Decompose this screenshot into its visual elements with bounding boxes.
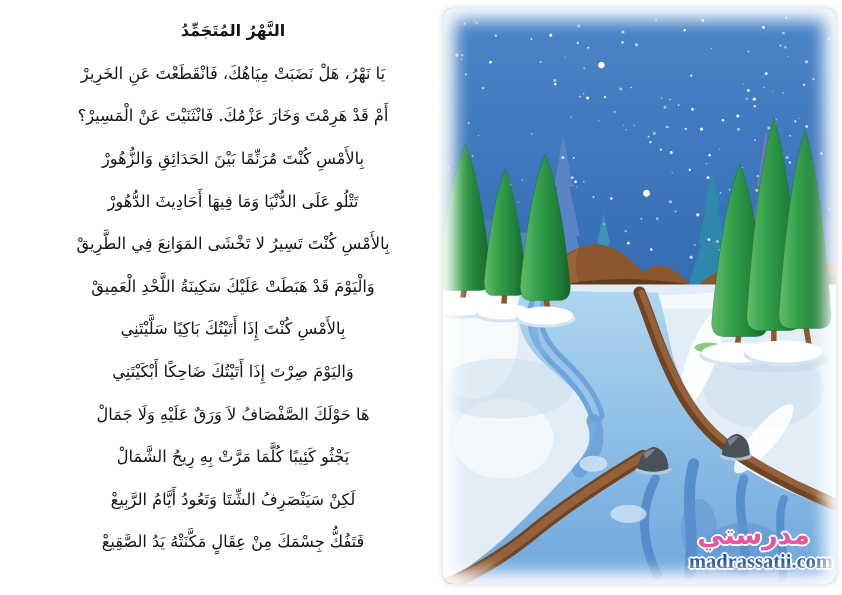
poem-line: تَتْلُو عَلَى الدُّنْيَا وَمَا فِيهَا أَحَادِيثَ الدُّهُورْ [107, 191, 359, 211]
scene-svg [443, 8, 836, 584]
poem-line: أَمْ قَدْ هَرِمْتَ وَخَارَ عَزْمُكَ. فَانْثَنَيْتَ عَنْ الْمَسِيرْ؟ [77, 106, 389, 126]
poem-line: يَجْثُو كَئِيبًا كُلَّمَا مَرَّتْ بِهِ رِيحُ الشَّمَالْ [116, 447, 350, 467]
poem-column [26, 8, 440, 563]
poem-line: هَا حَوْلَكَ الصَّفْصَافُ لاَ وَرَقٌ عَلَيْهِ وَلَا جَمَالْ [96, 404, 370, 424]
watermark-arabic: مدرستي [697, 520, 810, 551]
poem-title: النَّهْرُ المُتَجَمِّدُ [180, 20, 286, 40]
poem-line: وَاليَوْمَ صِرْتَ إِذَا أَتَيْتُكَ ضَاحِكًا أَبْكَيْتَنِي [112, 361, 354, 381]
poem-line: بِالأَمْسِ كُنْتَ تَسِيرُ لا تَخْشَى المَوَانِعَ فِي الطَّرِيقْ [76, 234, 390, 254]
poem-line: بِالأَمْسِ كُنْتَ مُرَنِّمًا بَيْنَ الحَدَائِقِ وَالزُّهُورْ [101, 148, 365, 168]
poem-line: يَا نَهْرُ، هَلْ نَضَبَتْ مِيَاهُكَ، فَانْقَطَعْتَ عَنِ الخَرِيرْ [80, 63, 386, 83]
winter-river-illustration [443, 8, 836, 584]
watermark-domain: madrassatii.com [688, 551, 833, 573]
poem-line: وَالْيَوْمَ قَدْ هَبَطَتْ عَلَيْكَ سَكِينَةُ اللَّحْدِ الْعَمِيقْ [91, 276, 375, 296]
poem-line: لَكِنْ سَيَنْصَرِفُ الشِّتَا وَتَعُودُ أَيَّامُ الرَّبِيعْ [110, 489, 356, 509]
poem-line: فَتَفُكُّ جِسْمَكَ مِنْ عِقَالٍ مَكَّنَتْهُ يَدُ الصَّقِيعْ [101, 532, 365, 552]
poem-line: بِالأَمْسِ كُنْتَ إِذَا أَتَيْتُكَ بَاكِيًا سَلَّيْتَنِي [120, 319, 346, 339]
